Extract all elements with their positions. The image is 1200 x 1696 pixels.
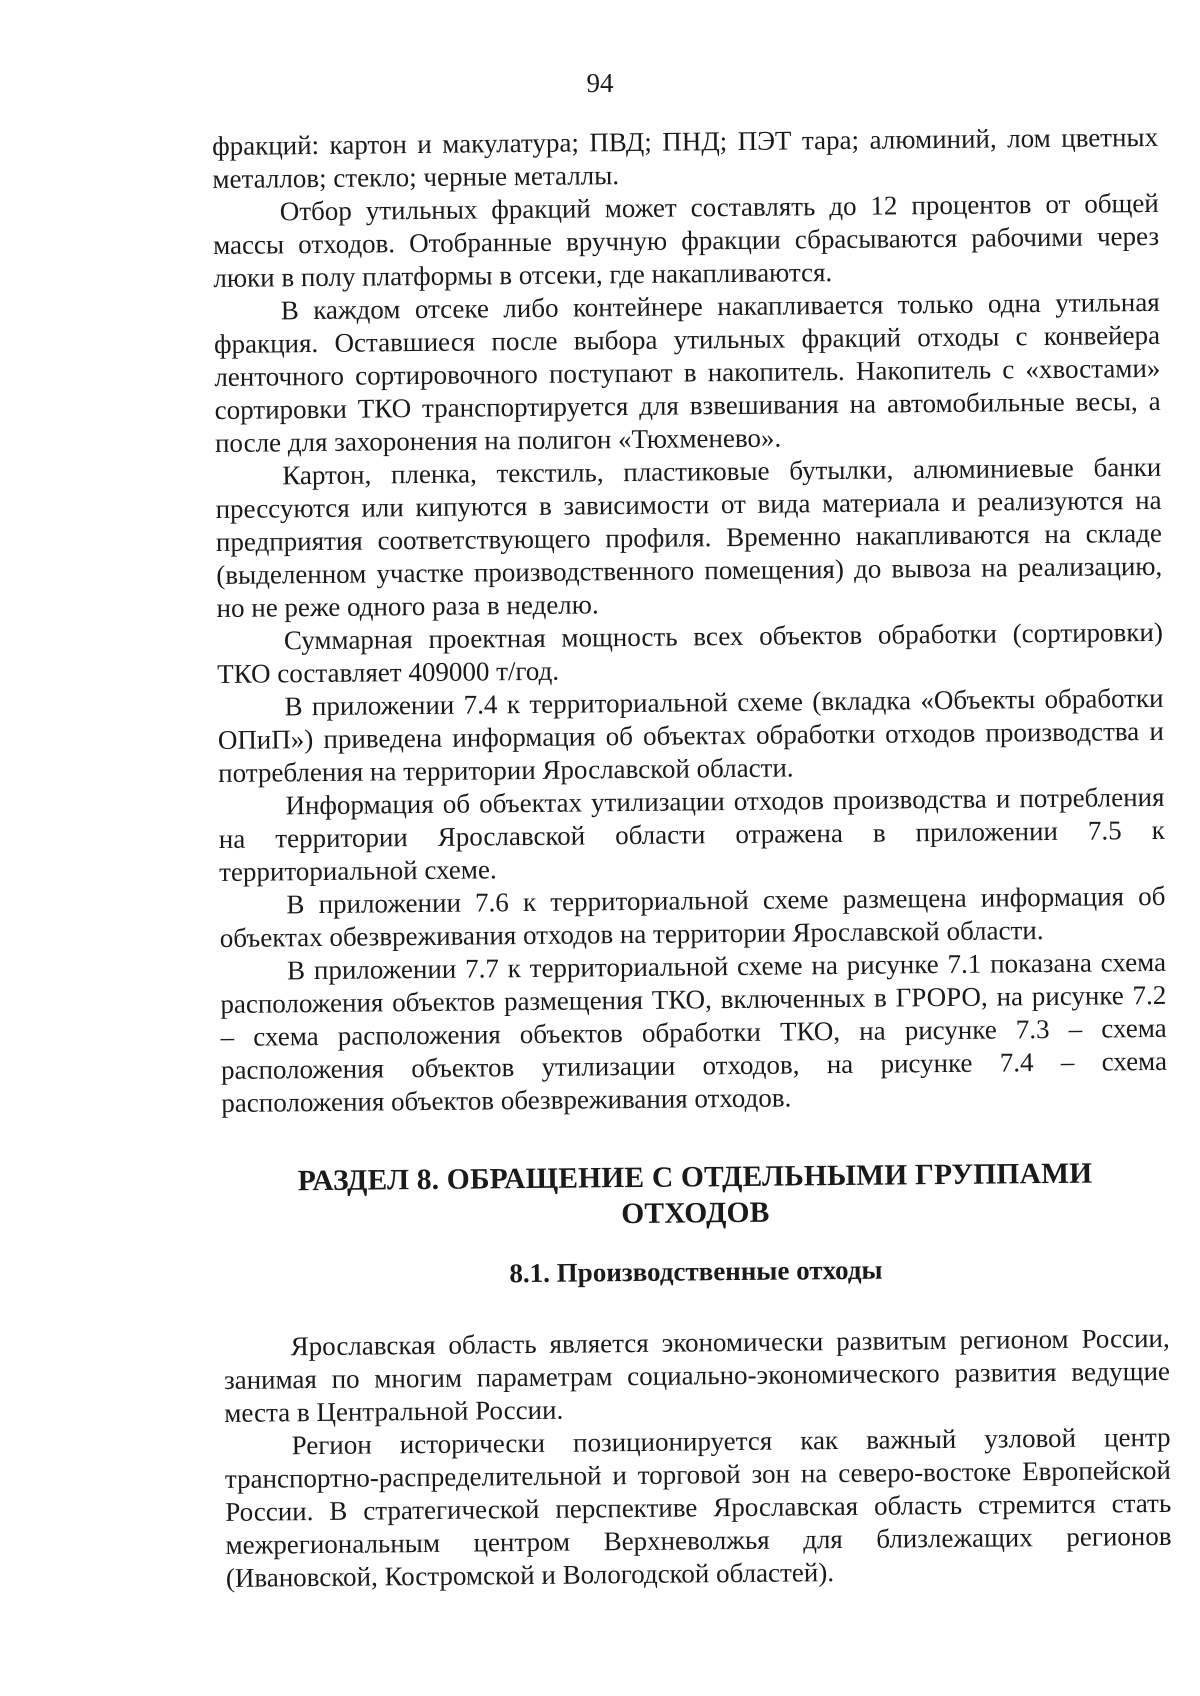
paragraph: Картон, пленка, текстиль, пластиковые бутылки, алюминиевые банки прессуются или кипуются в зависимости от вида материала и реализуются на предприятия соответствующего профиля. Временно накапливаются на складе (выделенном участке производственного помещения) до вывоза на реализацию, но не реже одного раза в неделю.: [215, 451, 1163, 623]
paragraph: Отбор утильных фракций может составлять до 12 процентов от общей массы отходов. Отобранные вручную фракции сбрасываются рабочими через люки в полу платформы в отсеки, где накапливаются.: [212, 187, 1160, 293]
paragraph: Ярославская область является экономически развитым регионом России, занимая по многим параметрам социально-экономического развития ведущие места в Центральной России.: [223, 1322, 1171, 1428]
section-heading: РАЗДЕЛ 8. ОБРАЩЕНИЕ С ОТДЕЛЬНЫМИ ГРУППАМИ ОТХОДОВ: [297, 1157, 1093, 1231]
paragraph: Суммарная проектная мощность всех объектов обработки (сортировки) ТКО составляет 409000 т/год.: [217, 616, 1164, 689]
subsection-heading: 8.1. Производственные отходы: [509, 1254, 883, 1289]
paragraph: В каждом отсеке либо контейнере накапливается только одна утильная фракция. Оставшиеся после выбора утильных фракций отходы с конвейера ленточного сортировочного поступают в накопитель. Накопитель с «хвостами» сортировки ТКО транспортируется для взвешивания на автомобильные весы, а после для захоронения на полигон «Тюхменево».: [213, 286, 1161, 458]
paragraph: фракций: картон и макулатура; ПВД; ПНД; ПЭТ тара; алюминий, лом цветных металлов; стекло; черные металлы.: [212, 121, 1159, 194]
paragraph: Регион исторически позиционируется как важный узловой центр транспортно-распределительной и торговой зон на северо-востоке Европейской России. В стратегической перспективе Ярославская область стремится стать межрегиональным центром Верхневолжья для близлежащих регионов (Ивановской, Костромской и Вологодской областей).: [224, 1421, 1172, 1593]
document-body: [212, 121, 1172, 1595]
paragraph: В приложении 7.4 к территориальной схеме (вкладка «Объекты обработки ОПиП») приведена информация об объектах обработки отходов производства и потребления на территории Ярославской области.: [217, 682, 1164, 788]
paragraph: Информация об объектах утилизации отходов производства и потребления на территории Ярославской области отражена в приложении 7.5 к территориальной схеме.: [218, 781, 1165, 887]
paragraph: В приложении 7.7 к территориальной схеме на рисунке 7.1 показана схема расположения объектов размещения ТКО, включенных в ГРОРО, на рисунке 7.2 – схема расположения объектов обработки ТКО, на рисунке 7.3 – схема расположения объектов утилизации отходов, на рисунке 7.4 – схема расположения объектов обезвреживания отходов.: [220, 946, 1168, 1118]
paragraph: В приложении 7.6 к территориальной схеме размещена информация об объектах обезвреживания отходов на территории Ярославской области.: [219, 880, 1166, 953]
page-number: 94: [586, 68, 614, 98]
